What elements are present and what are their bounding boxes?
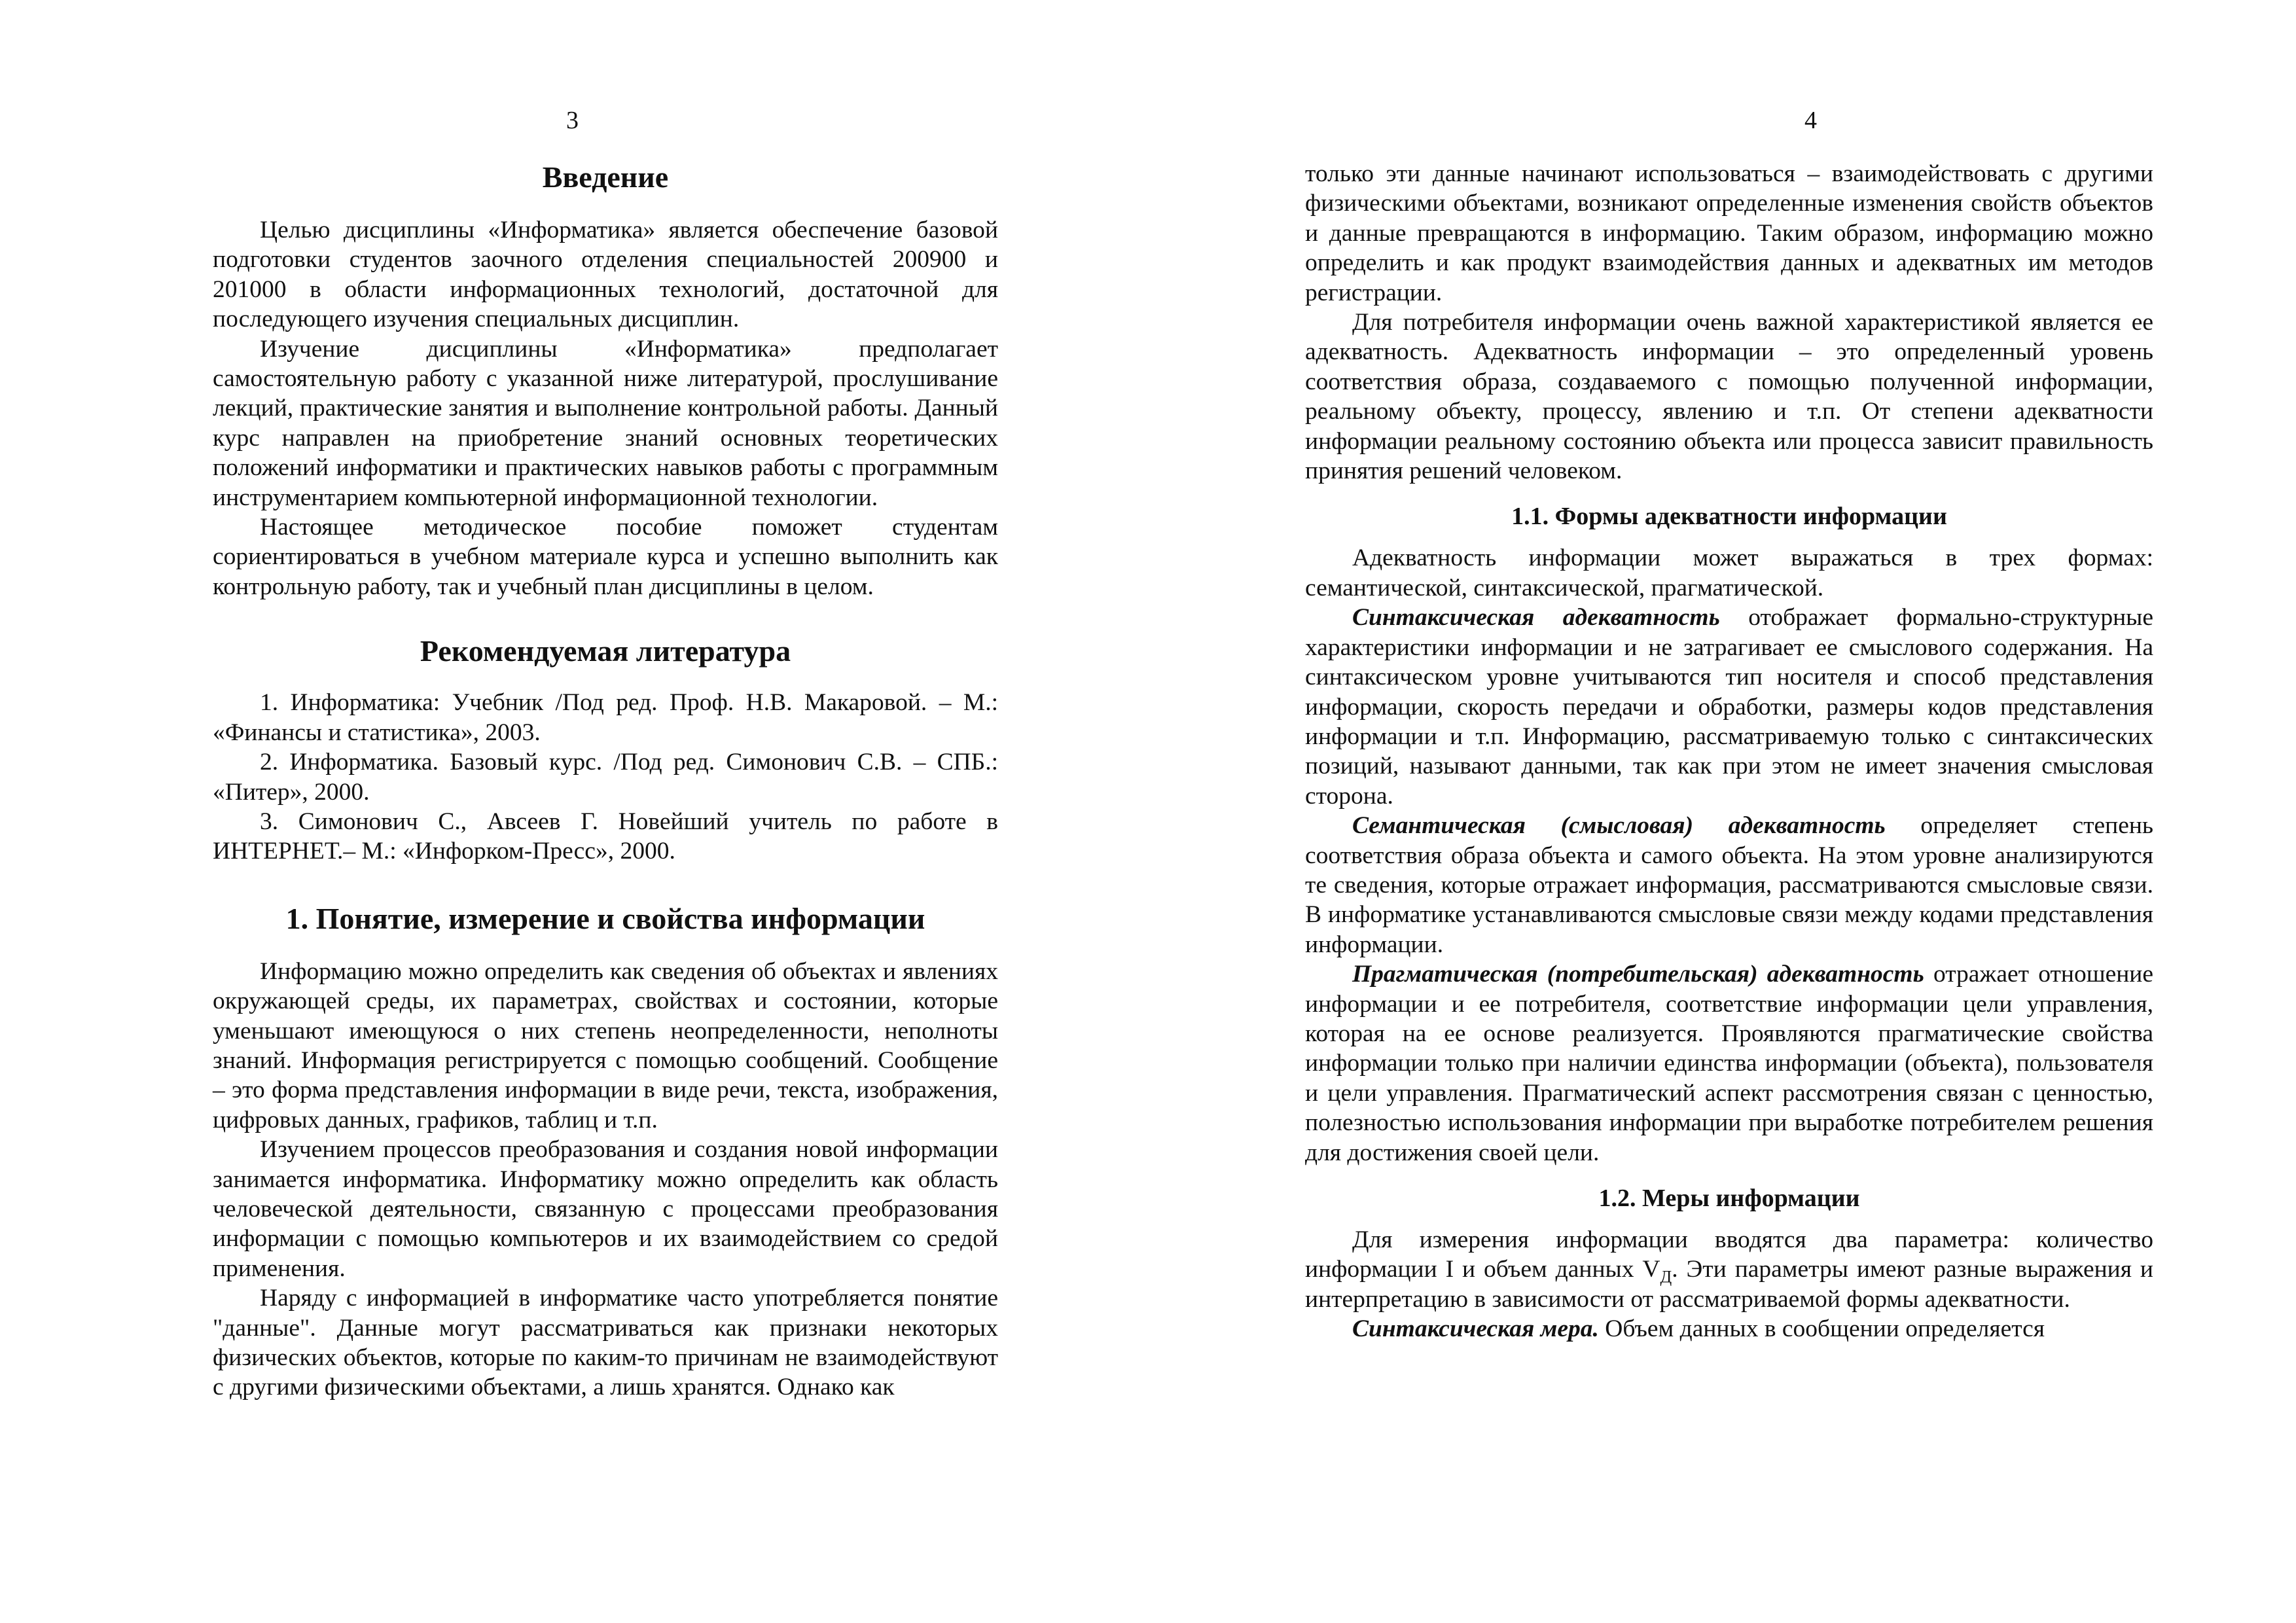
right-page [1148, 0, 2296, 1623]
literature-item: 3. Симонович С., Авсеев Г. Новейший учитель по работе в ИНТЕРНЕТ.– М.: «Инфорком-Пресс», 2000. [213, 808, 998, 865]
paragraph: Целью дисциплины «Информатика» является обеспечение базовой подготовки студентов заочного отделения специальностей 200900 и 201000 в области информационных технологий, достаточной для последующего изучения специальных дисциплин. [213, 217, 998, 333]
paragraph [1305, 1225, 2153, 1314]
term-definition: отображает формально-структурные характеристики информации и не затрагивает ее смыслового содержания. На синтаксическом уровне учитываются тип носителя и способ представления информации, скорость передачи и обработки, размеры кодов представления информации и т.п. Информацию, рассматриваемую только с синтаксических позиций, называют данными, так как при этом не имеет значения смысловая сторона. [1305, 604, 2153, 810]
paragraph [1305, 811, 2153, 959]
paragraph: Наряду с информацией в информатике часто употребляется понятие "данные". Данные могут рассматриваться как признаки некоторых физических объектов, которые по каким-то причинам не взаимодействуют с другими физическими объектами, а лишь хранятся. Однако как [213, 1285, 998, 1401]
page-number: 4 [1804, 107, 1817, 134]
literature-item: 2. Информатика. Базовый курс. /Под ред. Симонович С.В. – СПБ.: «Питер», 2000. [213, 749, 998, 806]
paragraph [1305, 1314, 2153, 1344]
paragraph: Настоящее методическое пособие поможет студентам сориентироваться в учебном материале курса и успешно выполнить как контрольную работу, так и учебный план дисциплины в целом. [213, 514, 998, 600]
right-page-content [1305, 159, 2153, 1344]
term-definition: Объем данных в сообщении определяется [1598, 1315, 2045, 1343]
paragraph: Информацию можно определить как сведения об объектах и явлениях окружающей среды, их параметрах, свойствах и состоянии, которые уменьшают имеющуюся о них степень неопределенности, неполноты знаний. Информация регистрируется с помощью сообщений. Сообщение – это форма представления информации в виде речи, текста, изображения, цифровых данных, графиков, таблиц и т.п. [213, 957, 998, 1133]
page-number: 3 [566, 107, 579, 134]
intro-heading: Введение [542, 160, 669, 194]
left-page-content [213, 159, 998, 1402]
paragraph: Адекватность информации может выражаться в трех формах: семантической, синтаксической, прагматической. [1305, 544, 2153, 601]
chapter-heading: 1. Понятие, измерение и свойства информации [285, 901, 925, 935]
literature-item: 1. Информатика: Учебник /Под ред. Проф. Н.В. Макаровой. – М.: «Финансы и статистика», 2003. [213, 689, 998, 746]
text-run: Для измерения информации вводятся два параметра: количество информации I и объем данных V [1305, 1226, 2153, 1283]
subscript: Д [1660, 1267, 1672, 1287]
paragraph [1305, 959, 2153, 1168]
paragraph [1305, 603, 2153, 811]
paragraph: Для потребителя информации очень важной характеристикой является ее адекватность. Адекватность информации – это определенный уровень соответствия образа, создаваемого с помощью полученной информации, реальному объекту, процессу, явлению и т.п. От степени адекватности информации реальному состоянию объекта или процесса зависит правильность принятия решений человеком. [1305, 309, 2153, 485]
paragraph: Изучением процессов преобразования и создания новой информации занимается информатика. Информатику можно определить как область человеческой деятельности, связанную с процессами преобразования информации с помощью компьютеров и их взаимодействием со средой применения. [213, 1136, 998, 1282]
term: Синтаксическая мера. [1352, 1315, 1599, 1343]
term-definition: определяет степень соответствия образа объекта и самого объекта. На этом уровне анализируются те сведения, которые отражает информация, рассматриваются смысловые связи. В информатике устанавливаются смысловые связи между кодами представления информации. [1305, 812, 2154, 958]
paragraph-continuation: только эти данные начинают использоваться – взаимодействовать с другими физическими объектами, возникают определенные изменения свойств объектов и данные превращаются в информацию. Таким образом, информацию можно определить и как продукт взаимодействия данных и адекватных им методов регистрации. [1305, 160, 2153, 306]
paragraph: Изучение дисциплины «Информатика» предполагает самостоятельную работу с указанной ниже литературой, прослушивание лекций, практические занятия и выполнение контрольной работы. Данный курс направлен на приобретение знаний основных теоретических положений информатики и практических навыков работы с программным инструментарием компьютерной информационной технологии. [213, 335, 998, 511]
literature-heading: Рекомендуемая литература [420, 634, 791, 668]
term-definition: отражает отношение информации и ее потребителя, соответствие информации цели управления, которая на ее основе реализуется. Проявляются прагматические свойства информации только при наличии единства информации (объекта), пользователя и цели управления. Прагматический аспект рассмотрения связан с ценностью, полезностью использования информации при выработке потребителем решения для достижения своей цели. [1305, 961, 2153, 1166]
section-heading: 1.2. Меры информации [1598, 1185, 1860, 1212]
term: Синтаксическая адекватность [1352, 604, 1720, 632]
term: Прагматическая (потребительская) адекватность [1352, 961, 1924, 988]
term: Семантическая (смысловая) адекватность [1352, 812, 1886, 840]
section-heading: 1.1. Формы адекватности информации [1511, 503, 1947, 531]
text-run: . Эти параметры имеют разные выражения и интерпретацию в зависимости от рассматриваемой формы адекватности. [1305, 1256, 2153, 1313]
